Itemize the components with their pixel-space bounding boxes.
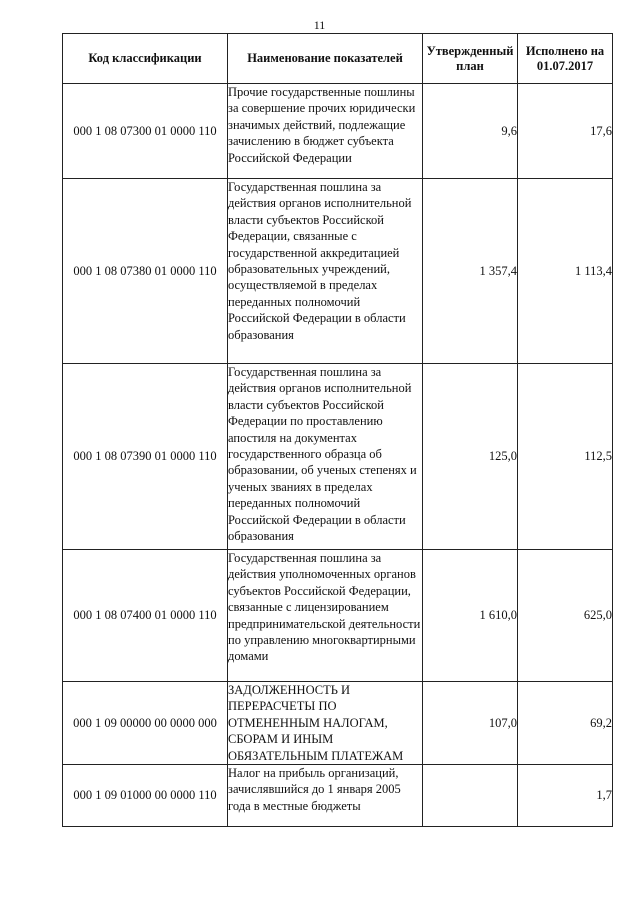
cell-plan <box>423 765 518 827</box>
table-row <box>63 84 613 179</box>
cell-code: 000 1 09 00000 00 0000 000 <box>63 682 228 765</box>
cell-name: ЗАДОЛЖЕННОСТЬ И ПЕРЕРАСЧЕТЫ ПО ОТМЕНЕННЫМ НАЛОГАМ, СБОРАМ И ИНЫМ ОБЯЗАТЕЛЬНЫМ ПЛАТЕЖАМ <box>228 682 423 765</box>
cell-plan: 1 610,0 <box>423 550 518 682</box>
cell-code: 000 1 08 07400 01 0000 110 <box>63 550 228 682</box>
header-name: Наименование показателей <box>228 34 423 84</box>
cell-plan: 107,0 <box>423 682 518 765</box>
table-row <box>63 179 613 364</box>
header-code: Код классификации <box>63 34 228 84</box>
cell-code: 000 1 08 07390 01 0000 110 <box>63 364 228 550</box>
table-row <box>63 364 613 550</box>
cell-fact: 1 113,4 <box>518 179 613 364</box>
cell-name: Прочие государственные пошлины за совершение прочих юридически значимых действий, подлежащие зачислению в бюджет субъекта Российской Федерации <box>228 84 423 179</box>
header-plan: Утвержденный план <box>423 34 518 84</box>
cell-name: Государственная пошлина за действия органов исполнительной власти субъектов Российской Федерации по проставлению апостиля на документах государственного образца об образовании, об ученых степенях и ученых званиях в пределах переданных полномочий Российской Федерации в области образования <box>228 364 423 550</box>
cell-plan: 9,6 <box>423 84 518 179</box>
cell-fact: 625,0 <box>518 550 613 682</box>
cell-plan: 1 357,4 <box>423 179 518 364</box>
cell-name: Государственная пошлина за действия уполномоченных органов субъектов Российской Федерации, связанные с лицензированием предпринимательской деятельности по управлению многоквартирными домами <box>228 550 423 682</box>
table-header-row <box>63 34 613 84</box>
budget-execution-table <box>62 33 613 827</box>
header-fact: Исполнено на 01.07.2017 <box>518 34 613 84</box>
cell-code: 000 1 09 01000 00 0000 110 <box>63 765 228 827</box>
cell-name: Налог на прибыль организаций, зачислявшийся до 1 января 2005 года в местные бюджеты <box>228 765 423 827</box>
table-row <box>63 682 613 765</box>
table-row <box>63 765 613 827</box>
table-row <box>63 550 613 682</box>
cell-code: 000 1 08 07300 01 0000 110 <box>63 84 228 179</box>
page-number: 11 <box>313 18 326 32</box>
cell-fact: 17,6 <box>518 84 613 179</box>
cell-plan: 125,0 <box>423 364 518 550</box>
cell-code: 000 1 08 07380 01 0000 110 <box>63 179 228 364</box>
cell-fact: 69,2 <box>518 682 613 765</box>
cell-fact: 112,5 <box>518 364 613 550</box>
cell-fact: 1,7 <box>518 765 613 827</box>
cell-name: Государственная пошлина за действия органов исполнительной власти субъектов Российской Федерации, связанные с государственной аккредитацией образовательных учреждений, осуществляемой в пределах переданных полномочий Российской Федерации в области образования <box>228 179 423 364</box>
